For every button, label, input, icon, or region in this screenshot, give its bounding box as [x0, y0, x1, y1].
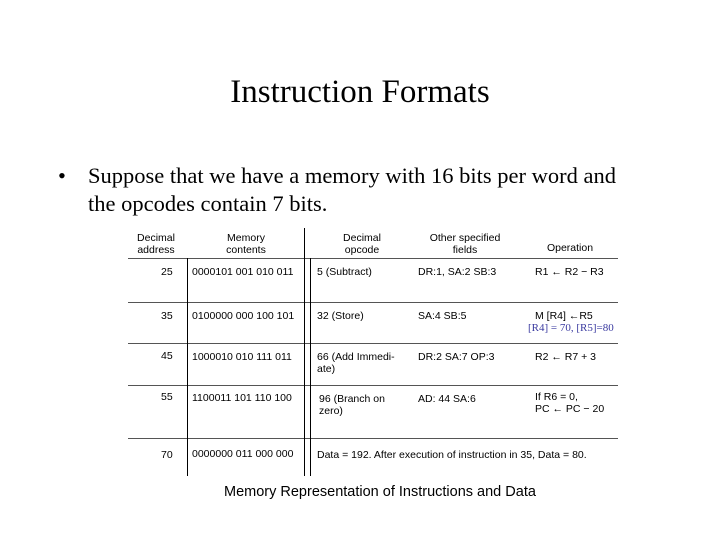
- register-annotation: [R4] = 70, [R5]=80: [528, 322, 614, 334]
- cell-opcode: [319, 393, 385, 417]
- header-contents-line-1: Memory: [227, 232, 265, 244]
- cell-address: 35: [161, 310, 173, 322]
- header-fields-line-2: fields: [452, 244, 478, 256]
- header-address-line-2: address: [137, 244, 175, 256]
- slide-title: Instruction Formats: [230, 74, 490, 110]
- header-operation-line-1: Operation: [546, 242, 594, 254]
- header-decimal-address: [128, 232, 184, 256]
- header-memory-contents: [196, 232, 296, 256]
- row-divider: [128, 302, 618, 303]
- cell-address: 45: [161, 350, 173, 362]
- cell-operation: M [R4] ←R5: [535, 310, 593, 322]
- row-divider: [128, 258, 618, 259]
- table-caption: Memory Representation of Instructions and Data: [224, 484, 536, 500]
- cell-data-note: Data = 192. After execution of instruction in 35, Data = 80.: [317, 449, 587, 461]
- row-divider: [128, 438, 618, 439]
- bullet-text-line-2: the opcodes contain 7 bits.: [88, 191, 328, 216]
- cell-operation-line-1: If R6 = 0,: [535, 391, 578, 403]
- cell-fields: DR:1, SA:2 SB:3: [418, 266, 497, 278]
- cell-contents: 1000010 010 111 011: [192, 351, 292, 363]
- cell-fields: DR:2 SA:7 OP:3: [418, 351, 495, 363]
- cell-contents: 0000101 001 010 011: [192, 266, 294, 278]
- row-divider: [128, 343, 618, 344]
- bullet-dot: •: [58, 163, 66, 188]
- cell-contents: 0000000 011 000 000: [192, 448, 294, 460]
- header-decimal-opcode: [320, 232, 404, 256]
- cell-operation-line-2: PC ← PC − 20: [535, 403, 605, 415]
- cell-opcode: 32 (Store): [317, 310, 364, 322]
- header-operation: [528, 242, 612, 254]
- cell-operation: R2 ← R7 + 3: [535, 351, 596, 363]
- cell-address: 70: [161, 449, 173, 461]
- header-fields-line-1: Other specified: [429, 232, 501, 244]
- cell-contents: 0100000 000 100 101: [192, 310, 295, 322]
- cell-operation: R1 ← R2 − R3: [535, 266, 604, 278]
- cell-address: 25: [161, 266, 173, 278]
- column-divider: [304, 228, 305, 476]
- column-divider: [310, 258, 311, 476]
- cell-opcode: 5 (Subtract): [317, 266, 372, 278]
- header-contents-line-2: contents: [226, 244, 266, 256]
- cell-contents: 1100011 101 110 100: [192, 392, 292, 404]
- cell-opcode-line-1: 96 (Branch on: [319, 393, 385, 405]
- header-other-fields: [412, 232, 518, 256]
- cell-fields: AD: 44 SA:6: [418, 393, 476, 405]
- column-divider: [187, 258, 188, 476]
- cell-opcode-line-2: ate): [317, 363, 336, 375]
- header-opcode-line-2: opcode: [344, 244, 380, 256]
- bullet-text-line-1: Suppose that we have a memory with 16 bits per word and: [88, 163, 617, 188]
- cell-opcode-line-2: zero): [319, 405, 343, 417]
- cell-address: 55: [161, 391, 173, 403]
- header-opcode-line-1: Decimal: [343, 232, 381, 244]
- cell-fields: SA:4 SB:5: [418, 310, 467, 322]
- cell-operation: [535, 391, 604, 415]
- cell-opcode-line-1: 66 (Add Immedi-: [317, 351, 395, 363]
- row-divider: [128, 385, 618, 386]
- cell-opcode: [317, 351, 395, 375]
- header-address-line-1: Decimal: [137, 232, 175, 244]
